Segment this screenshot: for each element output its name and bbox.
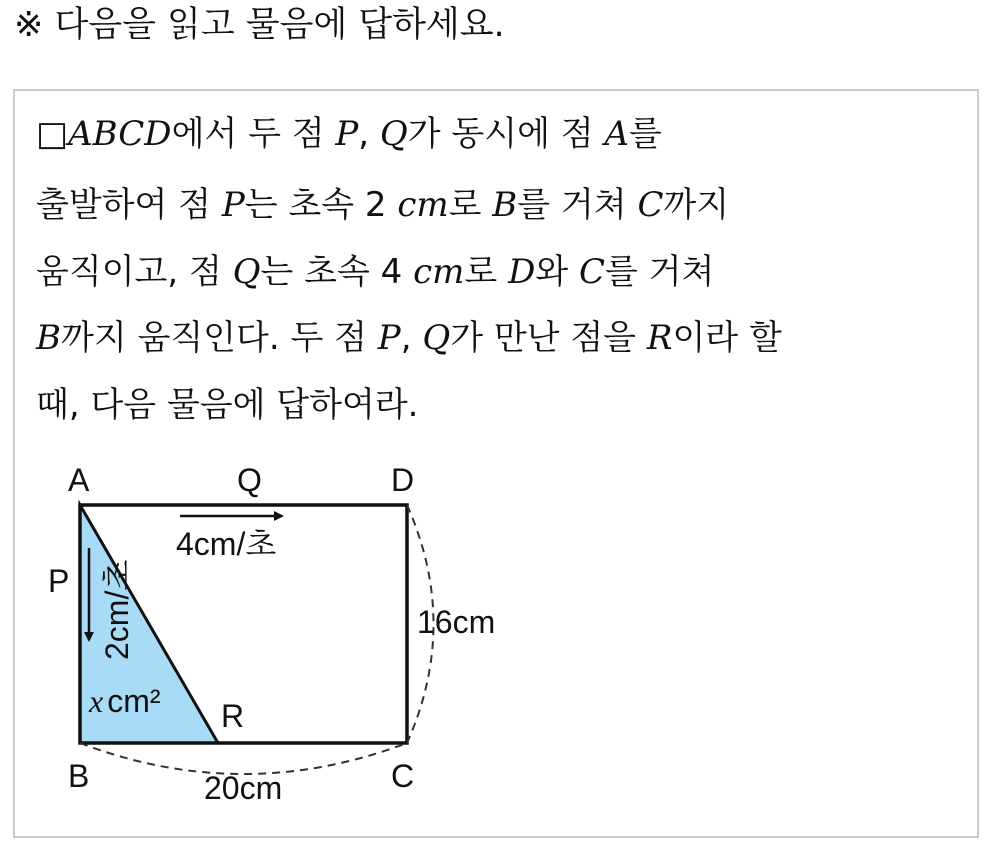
math-c: C [579, 252, 606, 292]
text: 로 [464, 252, 509, 292]
math-cm: cm [397, 185, 449, 225]
math-b: B [36, 318, 61, 358]
math-p: P [221, 185, 245, 225]
width-label: 20cm [204, 770, 283, 806]
label-c: C [391, 758, 415, 794]
height-label: 16cm [417, 604, 496, 640]
text: 때, 다음 물음에 답하여라. [36, 385, 419, 425]
text: 가 동시에 점 [407, 114, 605, 154]
text: 를 [629, 114, 662, 154]
text: , [400, 318, 423, 358]
math-b: B [492, 185, 518, 225]
text: 까지 움직인다. 두 점 [61, 318, 378, 358]
label-r: R [221, 698, 245, 734]
math-a: A [604, 114, 629, 154]
instruction-text: ※ 다음을 읽고 물음에 답하세요. [14, 5, 505, 45]
text: 로 [448, 185, 493, 225]
area-unit: cm² [107, 683, 161, 719]
area-label [88, 683, 161, 719]
label-q: Q [237, 462, 262, 498]
math-r: R [646, 318, 673, 358]
p-speed-label: 2cm/초 [99, 559, 135, 660]
text: 가 만난 점을 [450, 318, 647, 358]
text: 는 초속 2 [244, 185, 398, 225]
math-abcd: ABCD [68, 114, 172, 154]
math-q: Q [379, 114, 408, 154]
math-p: P [377, 318, 401, 358]
text: 출발하여 점 [36, 185, 222, 225]
math-q: Q [422, 318, 451, 358]
label-a: A [68, 462, 90, 498]
math-cm: cm [413, 252, 465, 292]
text: 이라 할 [672, 318, 782, 358]
math-c: C [637, 185, 664, 225]
text: 와 [535, 252, 579, 292]
math-d: D [508, 252, 536, 292]
text: 를 거쳐 [517, 185, 638, 225]
text: 에서 두 점 [171, 114, 336, 154]
text: , [358, 114, 380, 154]
q-speed-label: 4cm/초 [176, 526, 277, 562]
text: 를 거쳐 [605, 252, 715, 292]
label-b: B [68, 758, 90, 794]
area-variable: x [89, 683, 104, 719]
math-q: Q [232, 252, 261, 292]
label-p: P [48, 563, 70, 599]
text: 는 초속 4 [260, 252, 414, 292]
text: 까지 [663, 185, 730, 225]
square-symbol: □ [36, 114, 69, 154]
math-p: P [335, 114, 359, 154]
text: 움직이고, 점 [36, 252, 233, 292]
label-d: D [391, 462, 415, 498]
